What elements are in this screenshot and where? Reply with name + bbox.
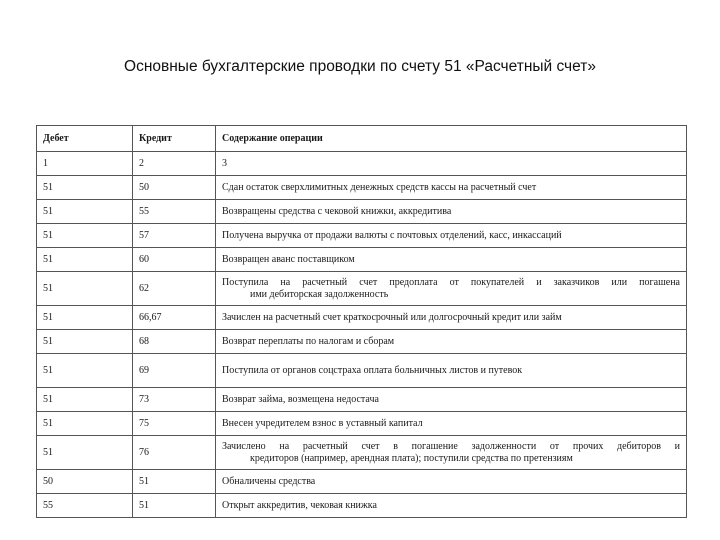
cell-debit: 51 bbox=[37, 176, 133, 200]
cell-debit: 51 bbox=[37, 272, 133, 306]
cell-description: Получена выручка от продажи валюты с почтовых отделений, касс, инкассаций bbox=[216, 224, 687, 248]
postings-table bbox=[36, 125, 687, 518]
cell-description: Открыт аккредитив, чековая книжка bbox=[216, 494, 687, 518]
table-row bbox=[37, 470, 687, 494]
cell-description: Возврат переплаты по налогам и сборам bbox=[216, 330, 687, 354]
cell-debit: 51 bbox=[37, 330, 133, 354]
cell-description: Возвращены средства с чековой книжки, аккредитива bbox=[216, 200, 687, 224]
cell-debit: 55 bbox=[37, 494, 133, 518]
table-row bbox=[37, 248, 687, 272]
cell-description: Возвращен аванс поставщиком bbox=[216, 248, 687, 272]
cell-description-line-1: Поступила на расчетный счет предоплата от покупателей и заказчиков или погашена bbox=[222, 276, 680, 288]
table-row bbox=[37, 354, 687, 388]
cell-credit: 68 bbox=[133, 330, 216, 354]
cell-description: Обналичены средства bbox=[216, 470, 687, 494]
table-row bbox=[37, 388, 687, 412]
cell-debit: 51 bbox=[37, 306, 133, 330]
header-debit: Дебет bbox=[37, 126, 133, 152]
table-row bbox=[37, 494, 687, 518]
cell-debit: 1 bbox=[37, 152, 133, 176]
header-description: Содержание операции bbox=[216, 126, 687, 152]
cell-debit: 51 bbox=[37, 224, 133, 248]
cell-description-line-2: ими дебиторская задолженность bbox=[250, 288, 389, 300]
cell-description-line-2: кредиторов (например, арендная плата); поступили средства по претензиям bbox=[250, 452, 573, 464]
cell-description bbox=[216, 272, 687, 306]
cell-description bbox=[216, 436, 687, 470]
cell-description-line-1: Зачислено на расчетный счет в погашение задолженности от прочих дебиторов и bbox=[222, 440, 680, 452]
table-row bbox=[37, 306, 687, 330]
table-header-row bbox=[37, 126, 687, 152]
cell-credit: 69 bbox=[133, 354, 216, 388]
cell-description: 3 bbox=[216, 152, 687, 176]
cell-debit: 51 bbox=[37, 354, 133, 388]
table-row bbox=[37, 272, 687, 306]
cell-debit: 51 bbox=[37, 248, 133, 272]
cell-debit: 51 bbox=[37, 388, 133, 412]
table-row bbox=[37, 436, 687, 470]
cell-credit: 50 bbox=[133, 176, 216, 200]
table-row bbox=[37, 176, 687, 200]
cell-credit: 51 bbox=[133, 470, 216, 494]
cell-credit: 2 bbox=[133, 152, 216, 176]
table-row bbox=[37, 224, 687, 248]
page-title: Основные бухгалтерские проводки по счету 51 «Расчетный счет» bbox=[124, 58, 596, 75]
cell-credit: 66,67 bbox=[133, 306, 216, 330]
cell-description: Внесен учредителем взнос в уставный капитал bbox=[216, 412, 687, 436]
cell-credit: 73 bbox=[133, 388, 216, 412]
cell-debit: 51 bbox=[37, 200, 133, 224]
cell-description: Поступила от органов соцстраха оплата больничных листов и путевок bbox=[216, 354, 687, 388]
cell-credit: 60 bbox=[133, 248, 216, 272]
cell-debit: 50 bbox=[37, 470, 133, 494]
cell-credit: 62 bbox=[133, 272, 216, 306]
cell-credit: 57 bbox=[133, 224, 216, 248]
table-row bbox=[37, 412, 687, 436]
cell-credit: 76 bbox=[133, 436, 216, 470]
cell-debit: 51 bbox=[37, 436, 133, 470]
cell-description: Сдан остаток сверхлимитных денежных средств кассы на расчетный счет bbox=[216, 176, 687, 200]
header-credit: Кредит bbox=[133, 126, 216, 152]
cell-credit: 51 bbox=[133, 494, 216, 518]
cell-description: Зачислен на расчетный счет краткосрочный или долгосрочный кредит или займ bbox=[216, 306, 687, 330]
table-row bbox=[37, 330, 687, 354]
table-row bbox=[37, 200, 687, 224]
table-row bbox=[37, 152, 687, 176]
cell-description: Возврат займа, возмещена недостача bbox=[216, 388, 687, 412]
cell-credit: 75 bbox=[133, 412, 216, 436]
cell-credit: 55 bbox=[133, 200, 216, 224]
cell-debit: 51 bbox=[37, 412, 133, 436]
